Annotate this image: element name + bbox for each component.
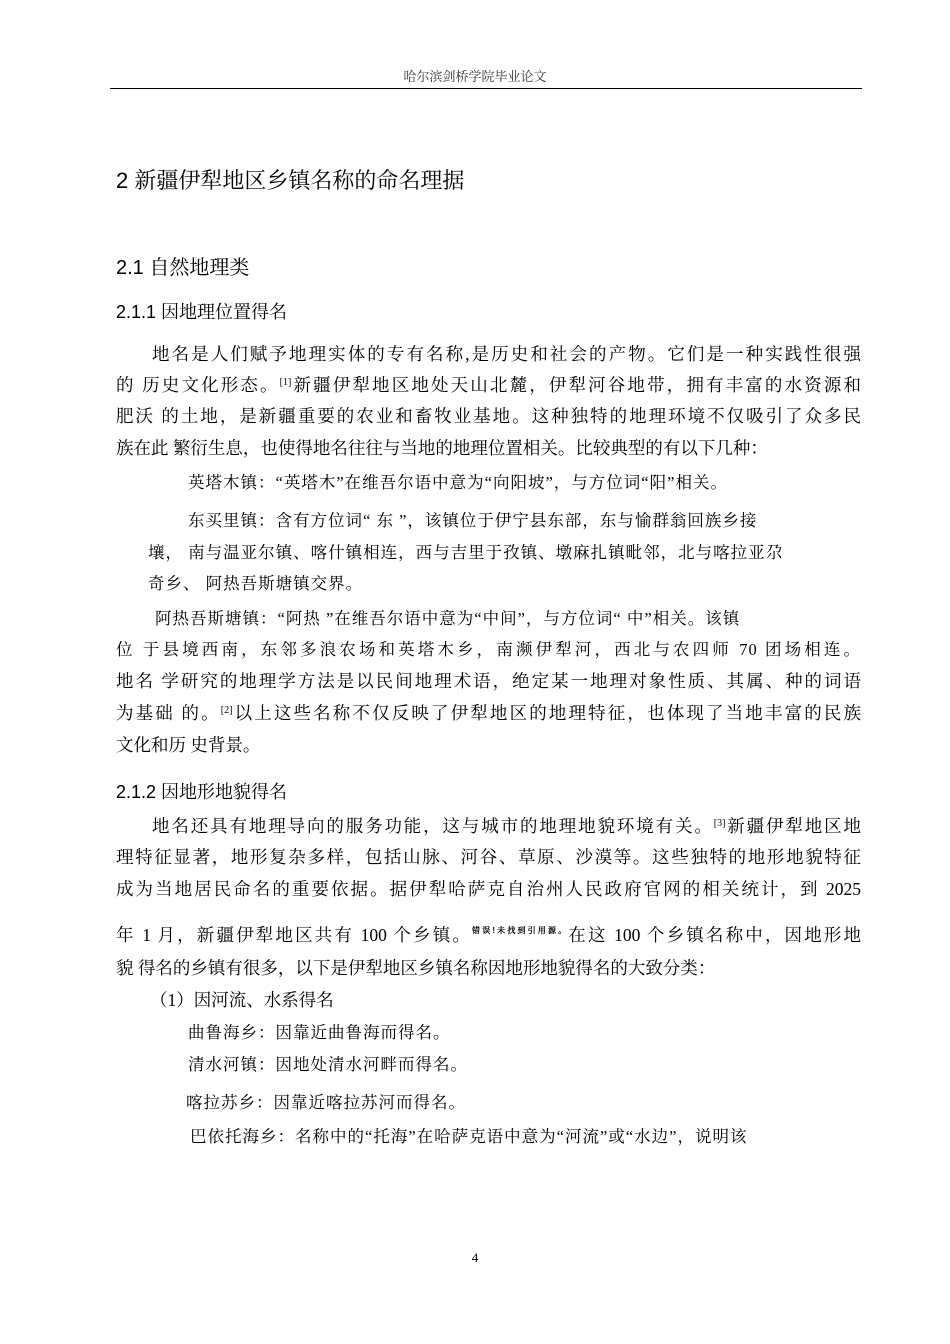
paragraph-line: 族在此 繁衍生息，也使得地名往往与当地的地理位置相关。比较典型的有以下几种： [116, 438, 768, 458]
text: 年 1 月，新疆伊犁地区共有 100 个乡镇。 [116, 925, 473, 945]
list-heading: （1）因河流、水系得名 [150, 990, 334, 1010]
citation-1[interactable]: [1] [279, 377, 292, 388]
paragraph-line: 貌 得名的乡镇有很多，以下是伊犁地区乡镇名称因地形地貌得名的大致分类： [116, 958, 716, 978]
paragraph-line: 文化和历 史背景。 [116, 735, 261, 755]
example-dongmaili-line: 东买里镇：含有方位词“ 东 ”，该镇位于伊宁县东部，东与愉群翁回族乡接 [188, 511, 758, 530]
chapter-title: 2 新疆伊犁地区乡镇名称的命名理据 [116, 168, 465, 193]
text: 新疆伊犁地区地 [725, 816, 861, 836]
example-dongmaili-line: 奇乡、 阿热吾斯塘镇交界。 [148, 574, 364, 593]
list-item: 巴依托海乡：名称中的“托海”在哈萨克语中意为“河流”或“水边”，说明该 [190, 1127, 748, 1146]
header-rule [110, 88, 862, 89]
text: 为基础 的。 [116, 703, 221, 723]
paragraph-line [116, 702, 861, 724]
example-yingtamu: 英塔木镇：“英塔木”在维吾尔语中意为“向阳坡”，与方位词“阳”相关。 [188, 473, 728, 492]
list-item: 喀拉苏乡：因靠近喀拉苏河而得名。 [186, 1093, 466, 1112]
citation-error[interactable]: 错误!未找到引用源。 [472, 926, 569, 935]
text: 新疆伊犁地区地处天山北麓，伊犁河谷地带，拥有丰富的水资源和 [291, 375, 862, 395]
paragraph-line [152, 815, 861, 837]
page-number: 4 [471, 1250, 479, 1265]
paragraph-line: 地名是人们赋予地理实体的专有名称,是历史和社会的产物。它们是一种实践性很强 [152, 344, 861, 364]
paragraph-line: 成为当地居民命名的重要依据。据伊犁哈萨克自治州人民政府官网的相关统计，到 2025 [116, 879, 861, 899]
page-header: 哈尔滨剑桥学院毕业论文 [403, 69, 547, 84]
section-heading-2-1: 2.1 自然地理类 [116, 257, 250, 279]
paragraph-line: 理特征显著，地形复杂多样，包括山脉、河谷、草原、沙漠等。这些独特的地形地貌特征 [116, 847, 861, 867]
paragraph-line [116, 374, 861, 396]
example-dongmaili-line: 壤， 南与温亚尔镇、喀什镇相连，西与吉里于孜镇、墩麻扎镇毗邻，北与喀拉亚尕 [148, 543, 784, 562]
section-heading-2-1-1: 2.1.1 因地理位置得名 [116, 302, 288, 322]
citation-2[interactable]: [2] [220, 705, 233, 716]
section-heading-2-1-2: 2.1.2 因地形地貌得名 [116, 782, 288, 802]
text: 的 历史文化形态。 [116, 375, 280, 395]
list-item: 清水河镇：因地处清水河畔而得名。 [188, 1055, 468, 1074]
citation-3[interactable]: [3] [713, 818, 726, 829]
paragraph-line [116, 920, 861, 946]
paragraph-line: 肥沃 的土地，是新疆重要的农业和畜牧业基地。这种独特的地理环境不仅吸引了众多民 [116, 406, 861, 426]
example-areusitang-line: 位 于县境西南，东邻多浪农场和英塔木乡，南濒伊犁河，西北与农四师 70 团场相连。 [116, 640, 861, 659]
text: 以上这些名称不仅反映了伊犁地区的地理特征，也体现了当地丰富的民族 [232, 703, 862, 723]
text: 地名还具有地理导向的服务功能，这与城市的地理地貌环境有关。 [152, 816, 714, 836]
example-areusitang-line: 阿热吾斯塘镇：“阿热 ”在维吾尔语中意为“中间”，与方位词“ 中”相关。该镇 [155, 609, 741, 628]
text: 在这 100 个乡镇名称中，因地形地 [568, 925, 862, 945]
paragraph-line: 地名 学研究的地理学方法是以民间地理术语，绝定某一地理对象性质、其属、种的词语 [116, 671, 861, 691]
list-item: 曲鲁海乡：因靠近曲鲁海而得名。 [188, 1023, 451, 1042]
